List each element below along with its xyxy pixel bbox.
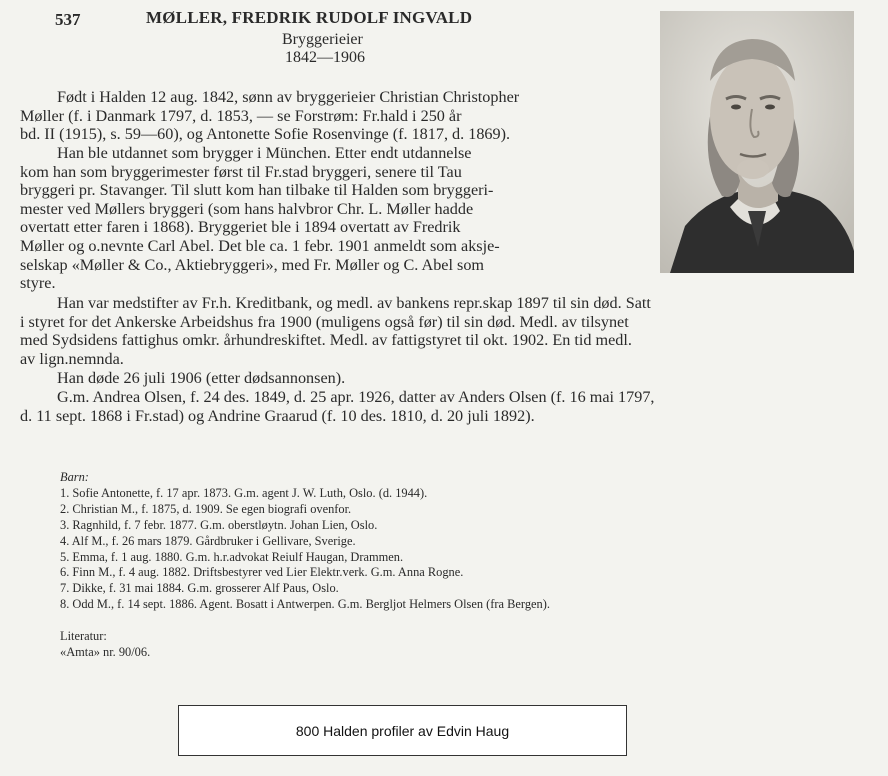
life-years: 1842—1906: [285, 49, 365, 66]
bio-line: Født i Halden 12 aug. 1842, sønn av bryggerieier Christian Christopher: [57, 88, 520, 106]
biography-paragraph-3: [20, 294, 651, 368]
list-item: 6. Finn M., f. 4 aug. 1882. Driftsbestyrer ved Lier Elektr.verk. G.m. Anna Rogne.: [60, 565, 464, 580]
list-item: 4. Alf M., f. 26 mars 1879. Gårdbruker i Gellivare, Sverige.: [60, 533, 356, 548]
bio-line: bd. II (1915), s. 59—60), og Antonette Sofie Rosenvinge (f. 1817, d. 1869).: [20, 125, 511, 144]
list-item: 1. Sofie Antonette, f. 17 apr. 1873. G.m. agent J. W. Luth, Oslo. (d. 1944).: [60, 485, 428, 500]
list-item: 2. Christian M., f. 1875, d. 1909. Se egen biografi ovenfor.: [60, 501, 352, 516]
bio-line: med Sydsidens fattighus omkr. århundreskiftet. Medl. av fattigstyret til okt. 1902. En tid medl.: [20, 331, 632, 350]
portrait-photo: [660, 11, 854, 273]
biography-paragraph-1: [20, 88, 519, 144]
children-heading: Barn:: [60, 470, 89, 484]
bio-line: mester ved Møllers bryggeri (som hans halvbror Chr. L. Møller hadde: [20, 199, 474, 218]
bio-line: selskap «Møller & Co., Aktiebryggeri», med Fr. Møller og C. Abel som: [20, 255, 485, 274]
bio-line: Han var medstifter av Fr.h. Kreditbank, og medl. av bankens repr.skap 1897 til sin død. Satt: [57, 294, 651, 312]
bio-line: Han døde 26 juli 1906 (etter dødsannonsen).: [57, 369, 346, 387]
bio-line: Han ble utdannet som brygger i München. Etter endt utdannelse: [57, 144, 472, 162]
biography-paragraph-4: [20, 369, 345, 388]
bio-line: d. 11 sept. 1868 i Fr.stad) og Andrine Graarud (f. 10 des. 1810, d. 20 juli 1892).: [20, 406, 535, 425]
list-item: 7. Dikke, f. 31 mai 1884. G.m. grosserer Alf Paus, Oslo.: [60, 581, 339, 596]
bio-line: styre.: [20, 274, 56, 293]
list-item: 8. Odd M., f. 14 sept. 1886. Agent. Bosatt i Antwerpen. G.m. Bergljot Helmers Olsen (fra Bergen).: [60, 597, 550, 612]
caption-box: [178, 705, 627, 756]
literature-section: [60, 629, 150, 661]
caption-text: 800 Halden profiler av Edvin Haug: [295, 722, 510, 739]
bio-line: G.m. Andrea Olsen, f. 24 des. 1849, d. 25 apr. 1926, datter av Anders Olsen (f. 16 mai 1797,: [57, 388, 655, 406]
bio-line: i styret for det Ankerske Arbeidshus fra 1900 (muligens også før) til sin død. Medl. av tilsynet: [20, 312, 629, 331]
list-item: 3. Ragnhild, f. 7 febr. 1877. G.m. oberstløytn. Johan Lien, Oslo.: [60, 517, 378, 532]
bio-line: bryggeri pr. Stavanger. Til slutt kom han tilbake til Halden som bryggeri-: [20, 181, 494, 200]
page-number: 537: [55, 10, 81, 29]
biography-paragraph-5: [20, 388, 654, 425]
occupation: Bryggerieier: [282, 31, 363, 48]
person-name: MØLLER, FREDRIK RUDOLF INGVALD: [146, 8, 473, 27]
children-list: [60, 470, 550, 613]
bio-line: kom han som bryggerimester først til Fr.stad bryggeri, senere til Tau: [20, 162, 462, 181]
bio-line: av lign.nemnda.: [20, 349, 124, 368]
bio-line: Møller og o.nevnte Carl Abel. Det ble ca. 1 febr. 1901 anmeldt som aksje-: [20, 236, 500, 255]
bio-line: Møller (f. i Danmark 1797, d. 1853, — se Forstrøm: Fr.hald i 250 år: [20, 106, 462, 125]
literature-entry: «Amta» nr. 90/06.: [60, 644, 151, 659]
literature-heading: Literatur:: [60, 629, 107, 643]
list-item: 5. Emma, f. 1 aug. 1880. G.m. h.r.advokat Reiulf Haugan, Drammen.: [60, 549, 404, 564]
biography-paragraph-2: [20, 144, 500, 293]
bio-line: overtatt etter faren i 1868). Bryggeriet ble i 1894 overtatt av Fredrik: [20, 218, 461, 237]
